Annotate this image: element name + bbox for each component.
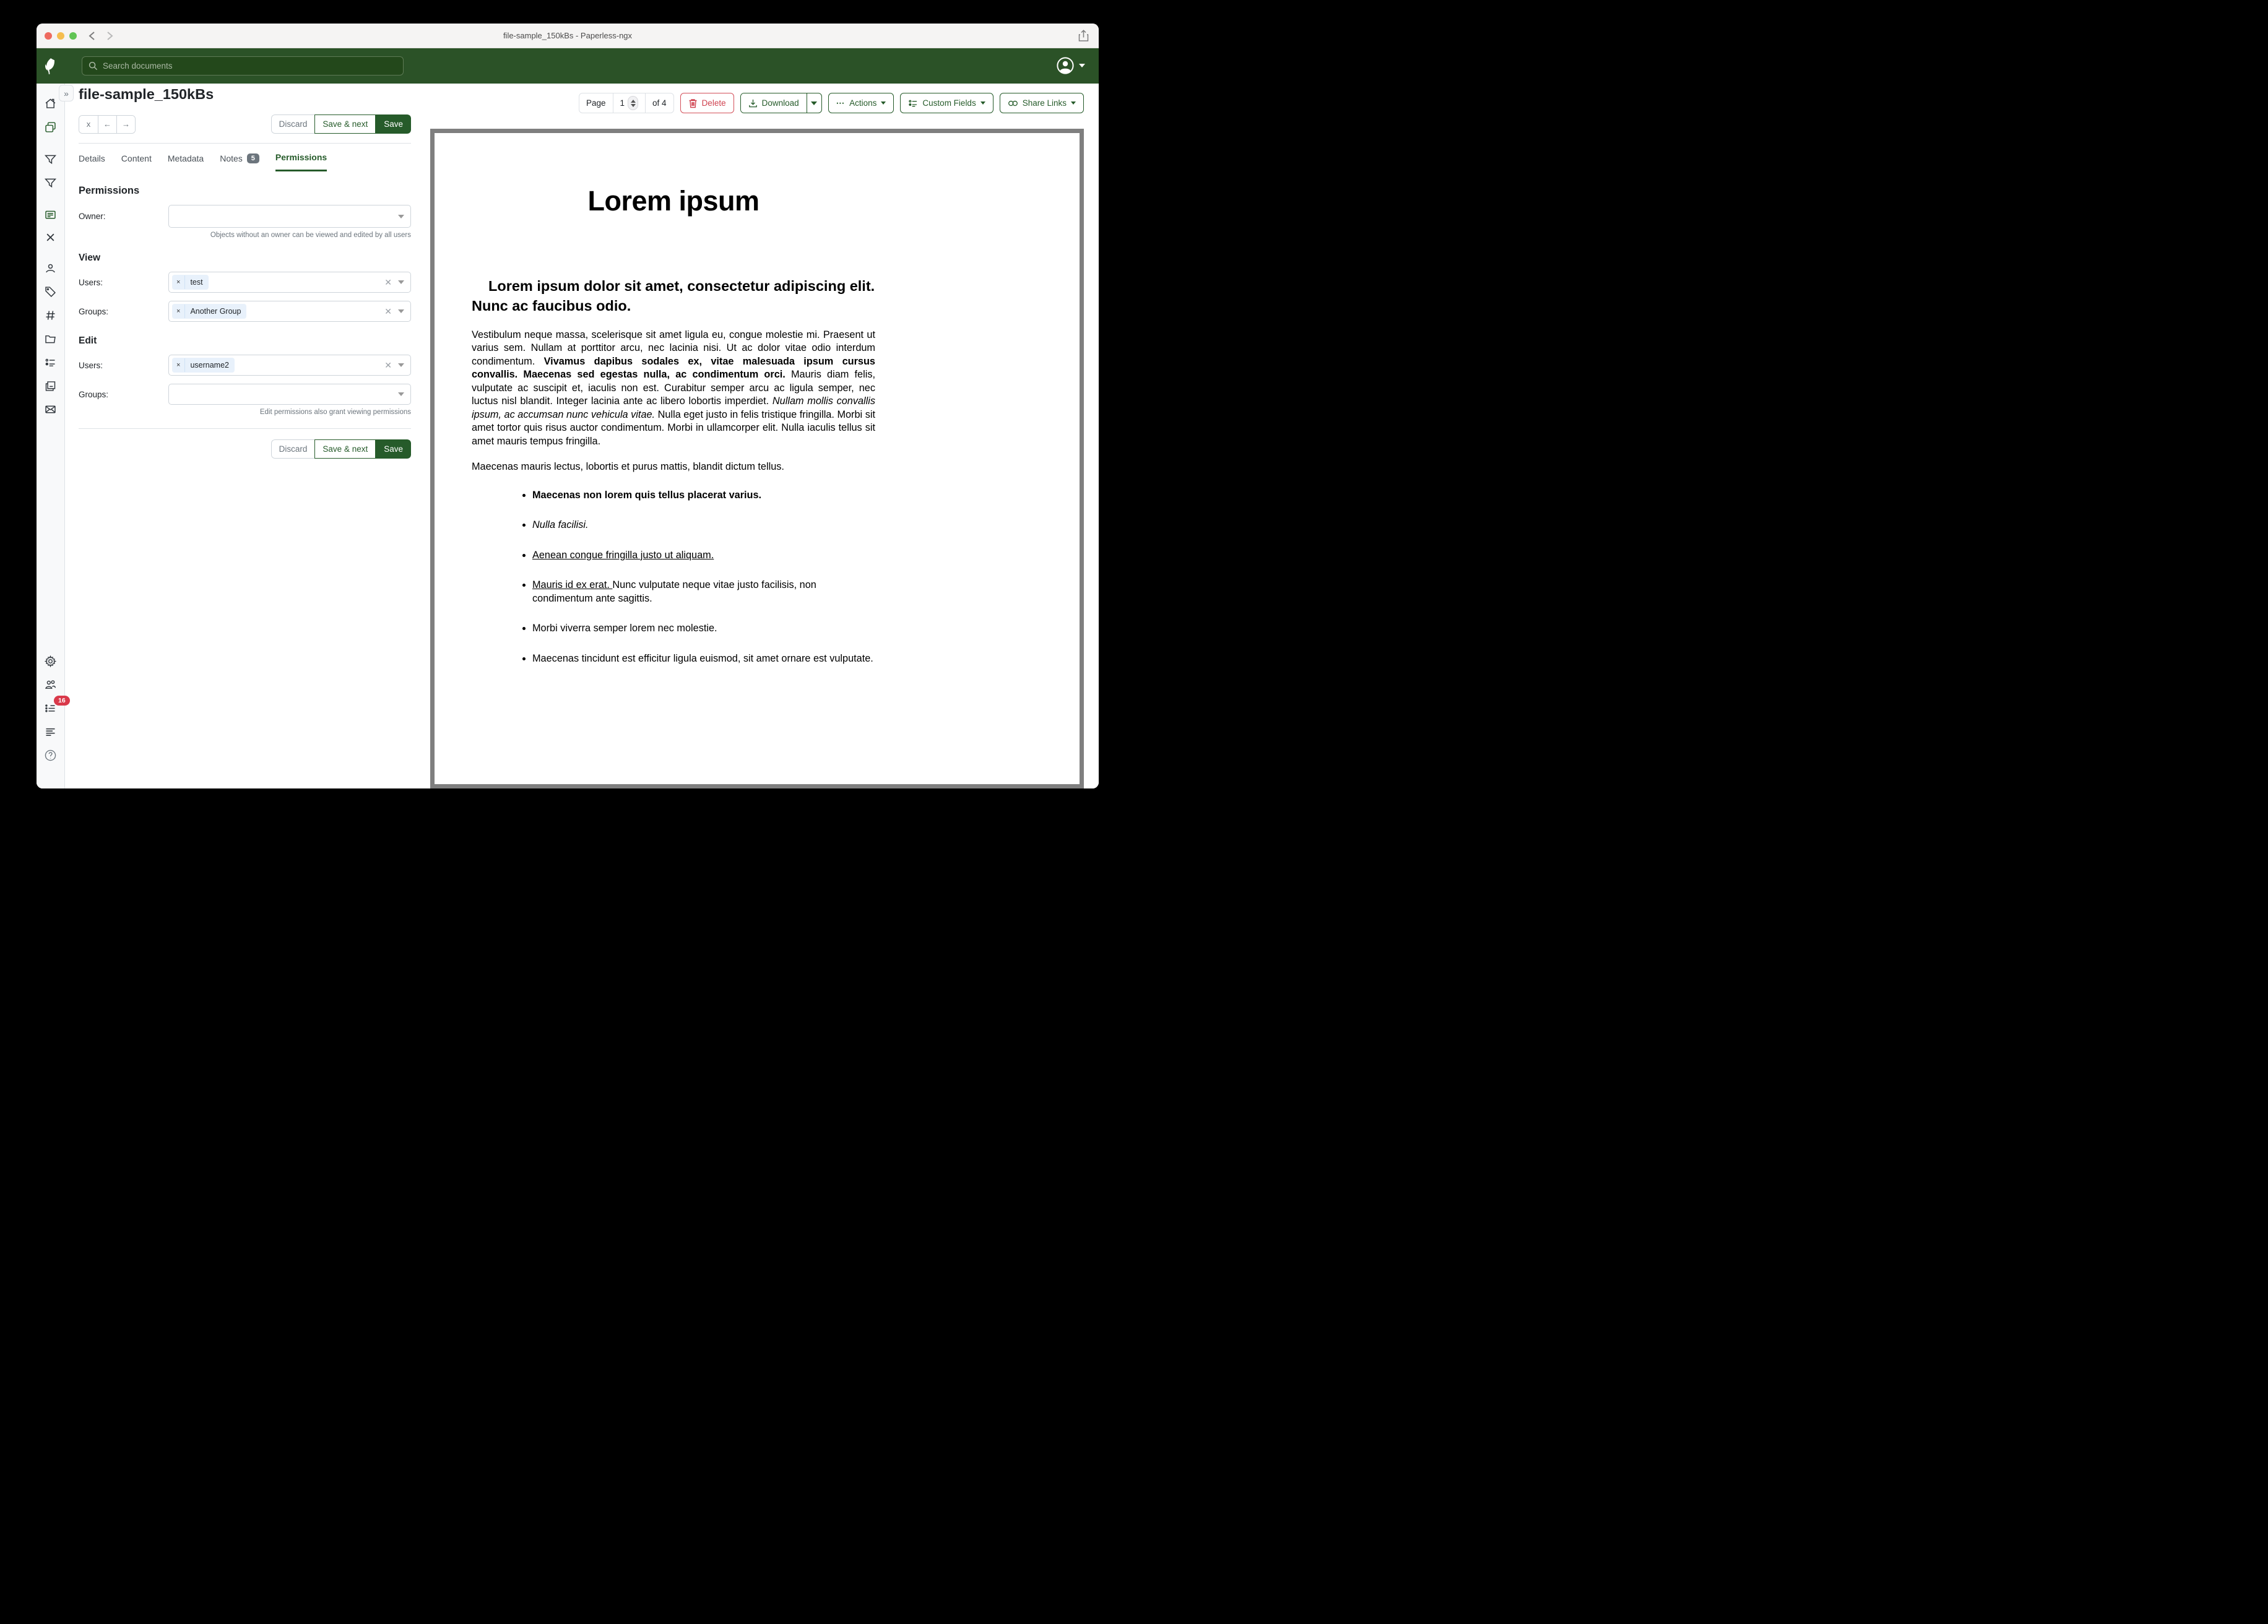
- download-button[interactable]: Download: [741, 93, 807, 113]
- save-group-bottom: [271, 439, 411, 459]
- doc-nav-group: [79, 115, 136, 134]
- trash-icon: [688, 98, 698, 108]
- pdf-bullet-item: • Maecenas tincidunt est efficitur ligula euismod, sit amet ornare est vulputate.: [532, 652, 875, 666]
- view-users-select[interactable]: [168, 272, 411, 293]
- window-title: file-sample_150kBs - Paperless-ngx: [503, 31, 633, 40]
- chevron-down-icon: [1079, 64, 1085, 67]
- search-input[interactable]: [82, 56, 404, 76]
- search-placeholder: Search documents: [103, 61, 173, 71]
- actions-button[interactable]: ⋯ Actions: [828, 93, 894, 113]
- sidebar-item-tasks[interactable]: [44, 697, 66, 715]
- link-icon: [1008, 99, 1018, 108]
- custom-fields-icon: [908, 98, 918, 108]
- permissions-heading: Permissions: [79, 185, 140, 196]
- view-groups-select[interactable]: [168, 301, 411, 322]
- view-groups-label: Groups:: [79, 306, 109, 316]
- next-document-button[interactable]: →: [116, 116, 135, 133]
- owner-select[interactable]: [168, 205, 411, 228]
- clear-select-icon[interactable]: ✕: [384, 306, 392, 316]
- sidebar-item-documents[interactable]: [44, 379, 57, 392]
- main-content: [65, 84, 1099, 788]
- delete-button[interactable]: Delete: [680, 93, 734, 113]
- tab-details[interactable]: Details: [79, 153, 105, 163]
- sidebar: [37, 84, 65, 788]
- discard-button[interactable]: Discard: [271, 114, 315, 134]
- more-icon: ⋯: [836, 98, 846, 108]
- close-document-button[interactable]: x: [79, 116, 98, 133]
- sidebar-item-logs[interactable]: [44, 725, 57, 738]
- chevron-down-icon: [398, 215, 404, 218]
- selected-user-chip: × username2: [172, 358, 235, 373]
- pdf-bullet-item: • Nulla facilisi.: [532, 519, 875, 532]
- titlebar: [37, 24, 1099, 48]
- edit-section-heading: Edit: [79, 335, 97, 346]
- page-label: Page: [586, 98, 606, 108]
- page-stepper[interactable]: [628, 96, 638, 110]
- custom-fields-button[interactable]: Custom Fields: [900, 93, 993, 113]
- chevron-down-icon: [398, 309, 404, 313]
- avatar-icon: [1057, 57, 1074, 74]
- remove-chip-icon[interactable]: ×: [172, 275, 185, 289]
- app-window: [37, 24, 1099, 788]
- tab-metadata[interactable]: Metadata: [167, 153, 204, 163]
- download-icon: [748, 98, 758, 108]
- pdf-bullet-item: • Mauris id ex erat. Nunc vulputate neque vitae justo facilisis, non condimentum ante sagittis.: [532, 579, 875, 605]
- share-links-button[interactable]: Share Links: [1000, 93, 1084, 113]
- save-next-button[interactable]: Save & next: [314, 439, 376, 459]
- sidebar-item-saved-view-1[interactable]: [44, 153, 57, 166]
- pdf-paragraph: Vestibulum neque massa, scelerisque sit amet ligula eu, congue molestie mi. Praesent ut varius sem. Nullam at porttitor arcu, nec lacinia nisi. Ut ac dolor vitae odio interdum condimentum. Vivamus dapibus sodales ex, vitae malesuada ipsum cursus convallis. Maecenas sed egestas nulla, ac condimentum orci. Mauris diam felis, vulputate ac suscipit et, iaculis non est. Curabitur semper arcu ac ligula semper, nec luctus nisl blandit. Integer lacinia ante ac libero lobortis imperdiet. Nullam mollis convallis ipsum, ac accumsan nunc vehicula vitae. Nulla eget justo in felis tristique fringilla. Morbi sit amet tortor quis risus auctor condimentum. Morbi in ullamcorper elit. Nulla iaculis tellus sit amet mauris tempus fringilla.: [472, 329, 876, 447]
- sidebar-item-users-groups[interactable]: [44, 678, 57, 691]
- sidebar-item-settings[interactable]: [44, 655, 57, 668]
- previous-document-button[interactable]: ←: [98, 116, 116, 133]
- page-navigator: [579, 93, 674, 113]
- document-title: file-sample_150kBs: [79, 86, 214, 102]
- user-menu[interactable]: [1057, 57, 1085, 74]
- pdf-subtitle: Lorem ipsum dolor sit amet, consectetur adipiscing elit. Nunc ac faucibus odio.: [472, 278, 875, 314]
- document-detail-panel: [79, 114, 411, 459]
- remove-chip-icon[interactable]: ×: [172, 304, 185, 318]
- detail-tabs: [79, 152, 411, 171]
- paperless-logo-icon[interactable]: [37, 58, 65, 75]
- sidebar-item-mail[interactable]: [44, 403, 57, 416]
- pdf-preview-pane[interactable]: [430, 129, 1084, 788]
- document-toolbar: [579, 93, 1084, 113]
- chevron-down-icon: [398, 363, 404, 367]
- save-button[interactable]: Save: [376, 439, 411, 459]
- sidebar-item-storage-paths[interactable]: [44, 332, 57, 345]
- edit-groups-label: Groups:: [79, 389, 109, 399]
- edit-users-select[interactable]: [168, 355, 411, 376]
- pdf-bullet-item: • Maecenas non lorem quis tellus placerat varius.: [532, 489, 875, 503]
- clear-select-icon[interactable]: ✕: [384, 360, 392, 370]
- chevron-down-icon: [398, 280, 404, 284]
- sidebar-item-tags[interactable]: [44, 285, 57, 298]
- sidebar-item-dashboard[interactable]: [44, 97, 57, 110]
- pdf-bullet-item: • Morbi viverra semper lorem nec molestie.: [532, 622, 875, 636]
- download-split-button: [740, 93, 822, 113]
- sidebar-item-correspondents[interactable]: [44, 262, 57, 275]
- owner-label: Owner:: [79, 212, 106, 221]
- sidebar-item-open-documents[interactable]: [44, 121, 57, 134]
- selected-user-chip: × test: [172, 275, 209, 290]
- selected-group-chip: × Another Group: [172, 304, 246, 319]
- pdf-bullet-list: [472, 489, 875, 666]
- owner-help-text: Objects without an owner can be viewed and edited by all users: [210, 231, 411, 239]
- save-button[interactable]: Save: [376, 114, 411, 134]
- sidebar-item-saved-view-2[interactable]: [44, 176, 57, 189]
- edit-help-text: Edit permissions also grant viewing permissions: [259, 408, 411, 416]
- discard-button[interactable]: Discard: [271, 439, 315, 459]
- chevron-down-icon: [398, 392, 404, 396]
- view-section-heading: View: [79, 253, 101, 263]
- pdf-page: [435, 133, 1080, 784]
- app-header: [37, 48, 1099, 84]
- tab-permissions[interactable]: Permissions: [275, 152, 327, 171]
- download-options-button[interactable]: [807, 93, 821, 113]
- sidebar-close-all-icon[interactable]: [45, 232, 56, 243]
- save-group-top: [271, 114, 411, 134]
- tab-notes[interactable]: Notes 5: [220, 152, 259, 171]
- sidebar-item-custom-fields[interactable]: [44, 356, 57, 369]
- tasks-count-badge: 16: [54, 696, 70, 706]
- clear-select-icon[interactable]: ✕: [384, 277, 392, 287]
- search-icon: [89, 61, 98, 71]
- remove-chip-icon[interactable]: ×: [172, 358, 185, 372]
- notes-count-badge: 5: [247, 153, 259, 163]
- pdf-title: Lorem ipsum: [587, 185, 760, 217]
- edit-users-label: Users:: [79, 360, 103, 370]
- edit-groups-select[interactable]: [168, 384, 411, 405]
- sidebar-item-open-document-note[interactable]: [44, 209, 57, 222]
- tab-content[interactable]: Content: [121, 153, 152, 163]
- page-number-input[interactable]: 1: [620, 98, 625, 108]
- page-count-label: of 4: [652, 98, 667, 108]
- pdf-paragraph: Maecenas mauris lectus, lobortis et purus mattis, blandit dictum tellus.: [472, 461, 784, 473]
- share-icon[interactable]: [1078, 30, 1089, 42]
- sidebar-item-document-types[interactable]: [44, 309, 57, 322]
- sidebar-item-help[interactable]: [44, 749, 57, 762]
- save-next-button[interactable]: Save & next: [314, 114, 376, 134]
- view-users-label: Users:: [79, 277, 103, 287]
- pdf-bullet-item: • Aenean congue fringilla justo ut aliquam.: [532, 549, 875, 563]
- sidebar-expand-button[interactable]: »: [59, 85, 74, 102]
